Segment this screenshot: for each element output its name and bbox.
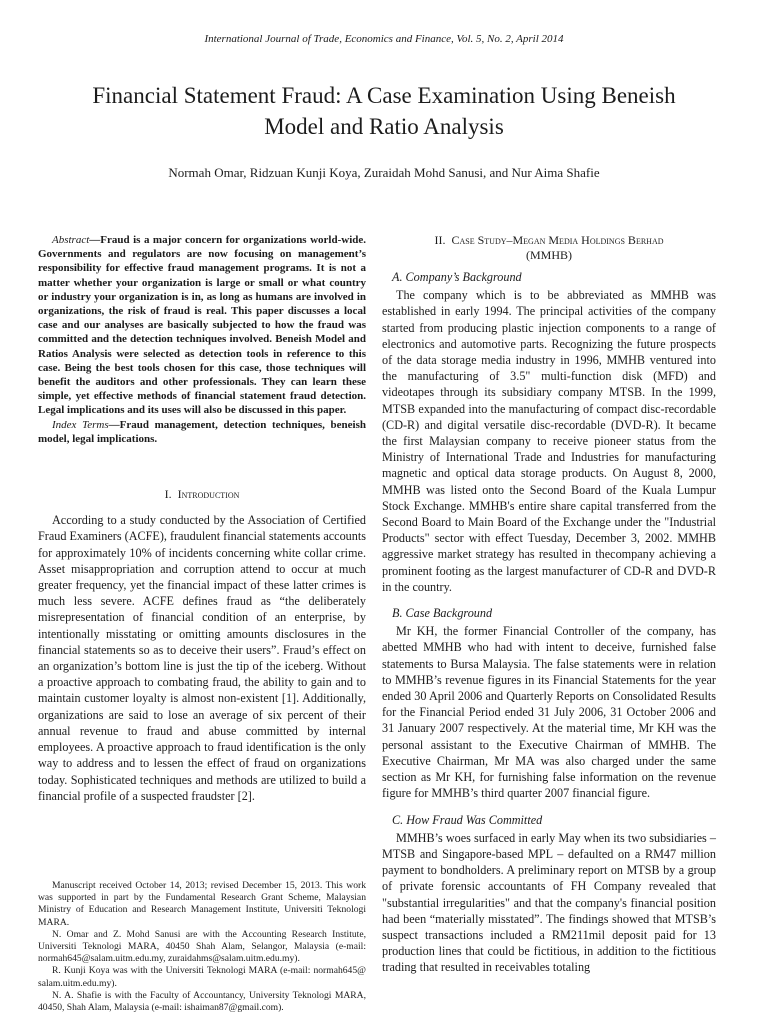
subsection-heading-how-fraud: C. How Fraud Was Committed	[392, 812, 543, 827]
subsection-heading-case-background: B. Case Background	[392, 606, 493, 621]
section-number: II.	[434, 233, 446, 247]
how-fraud-paragraph: MMHB’s woes surfaced in early May when its two subsidiaries – MTSB and Singapore-based MPL – defaulted on a RM47 million payment to bondholders. A preliminary report on MTSB by a group of private forensic accountants of FH Company revealed that "substantial irregularities" and that the company's financial position had been “materially misstated”. The findings showed that MTSB’s suspect transactions included a RM211mil deposit paid for 13 production lines that could be fictitious, in addition to the fictitious trading that resulted in receivables totaling	[382, 830, 716, 975]
section-title: Case Study–Megan Media Holdings Berhad	[451, 233, 664, 247]
author-list: Normah Omar, Ridzuan Kunji Koya, Zuraidah Mohd Sanusi, and Nur Aima Shafie	[168, 165, 600, 180]
section-heading-introduction	[38, 486, 366, 502]
abstract	[38, 233, 366, 418]
section-number: I.	[164, 487, 172, 502]
footnote-affiliation-2: R. Kunji Koya was with the Universiti Teknologi MARA (e-mail: normah645@ salam.uitm.edu.my).	[38, 965, 366, 989]
index-terms-label: Index Terms	[52, 418, 109, 431]
footnote-affiliation-3: N. A. Shafie is with the Faculty of Accountancy, University Teknologi MARA, 40450, Shah Alam, Malaysia (e-mail: ishaiman87@gmail.com).	[38, 989, 366, 1014]
section-title-abbr: (MMHB)	[525, 248, 572, 262]
footnote-affiliation-1: N. Omar and Z. Mohd Sanusi are with the Accounting Research Institute, Universiti Teknologi MARA, 40450 Shah Alam, Selangor, Malaysia (e-mail: normah645@salam.uitm.edu.my, zuraidahms@salam.uitm.edu.my).	[38, 928, 366, 965]
index-terms	[38, 418, 366, 446]
right-column	[382, 233, 716, 976]
section-title: Introduction	[177, 487, 240, 502]
introduction-paragraph: According to a study conducted by the Association of Certified Fraud Examiners (ACFE), fraudulent financial statements accounts for approximately 10% of incidents concerning white collar crime. Asset misappropriation and corruption attend to occur at much greater frequency, yet the financial impact of these latter crimes is much less severe. ACFE defines fraud as “the deliberately misrepresentation of financial condition of an enterprise, by intentionally misstating or omitting amounts disclosures in the financial statements so as to deceive their users”. Fraud’s effect on an organization’s bottom line is just the tip of the iceberg. Without a proactive approach to combating fraud, the ability to gain and to maintain customer loyalty is almost non-existent [1]. Additionally, organizations are said to lose an average of six percent of their annual revenue to fraud and abuse committed by internal employees. A proactive approach to fraud identification is the only way to address and to lessen the effect of fraud on organizations today. Sophisticated techniques and methods are utilized to build a financial profile of a suspected fraudster [2].	[38, 513, 366, 803]
left-column	[38, 233, 366, 804]
footnotes	[38, 880, 366, 1014]
index-terms-text: —Fraud management, detection techniques, beneish model, legal implications.	[38, 418, 366, 445]
abstract-label: Abstract	[52, 234, 90, 246]
subsection-heading-company-background: A. Company’s Background	[392, 270, 522, 284]
paper-title: Financial Statement Fraud: A Case Examination Using Beneish Model and Ratio Analysis	[92, 83, 676, 139]
case-background-paragraph: Mr KH, the former Financial Controller of the company, has abetted MMHB who had with intent to deceive, furnished false statements to Bursa Malaysia. The false statements were in relation to MMHB’s revenue figures in its Financial Statements for the year ended 30 April 2006 and Quarterly Reports on Consolidated Results for the Financial Period ended 31 July 2006, 31 October 2006 and 31 January 2007 respectively. At the material time, Mr KH was the personal assistant to the Executive Chairman of MMHB. The Executive Chairman, Mr MA was also charged under the same section as Mr KH, for furnishing false information on the revenue figure for MMHB’s third quarter 2007 financial figure.	[382, 624, 716, 801]
journal-header: International Journal of Trade, Economics and Finance, Vol. 5, No. 2, April 2014	[204, 33, 564, 45]
abstract-text: —Fraud is a major concern for organizations world-wide. Governments and regulators are now focusing on management’s responsibility for effective fraud management programs. It is not a matter whether your organization is large or small or what country or industry your organization is in, as long as humans are involved in organizations, the risk of fraud is real. This paper discusses a local case and our analyses are basically subjected to how the fraud was committed and the detection techniques involved. Beneish Model and Ratios Analysis were selected as detection tools in reference to this case. Being the best tools chosen for this case, those techniques will benefit the auditors and other professionals. They can learn these simple, yet effective methods of financial statement fraud detection. Legal implications and its uses will also be discussed in this paper.	[38, 234, 366, 417]
company-background-paragraph: The company which is to be abbreviated as MMHB was established in early 1994. The principal activities of the company started from producing plastic injection components to a range of electronics and automotive parts. Recognizing the future prospects of the data storage media industry in 1996, MMHB ventured into the manufacturing of 3.5" multi-function disk (MFD) and videotapes through its subsidiary company MTSB. In the 1999, MTSB expanded into the manufacturing of compact disc-recordable (CD-R) and digital versatile disc-recordable (DVD-R). It became the first Malaysian company to receive pioneer status from the Ministry of International Trade and Industries for manufacturing magnetic and optical data storage products. On August 8, 2000, MMHB was listed onto the Second Board of the Kuala Lumpur Stock Exchange. MMHB's entire share capital transferred from the Second Board to Main Board of the Exchange under the "Industrial Products" sector with effect Tuesday, December 3, 2002. MMHB aggressive market strategy has resulted in thecompany achieving a prominent footing as the largest manufacturer of CD-R and DVD-R in the country.	[382, 288, 716, 594]
section-heading-case-study	[382, 233, 716, 263]
footnote-manuscript: Manuscript received October 14, 2013; revised December 15, 2013. This work was supported in part by the Fundamental Research Grant Scheme, Malaysian Ministry of Education and Research Management Institute, Universiti Teknologi MARA.	[38, 880, 366, 928]
